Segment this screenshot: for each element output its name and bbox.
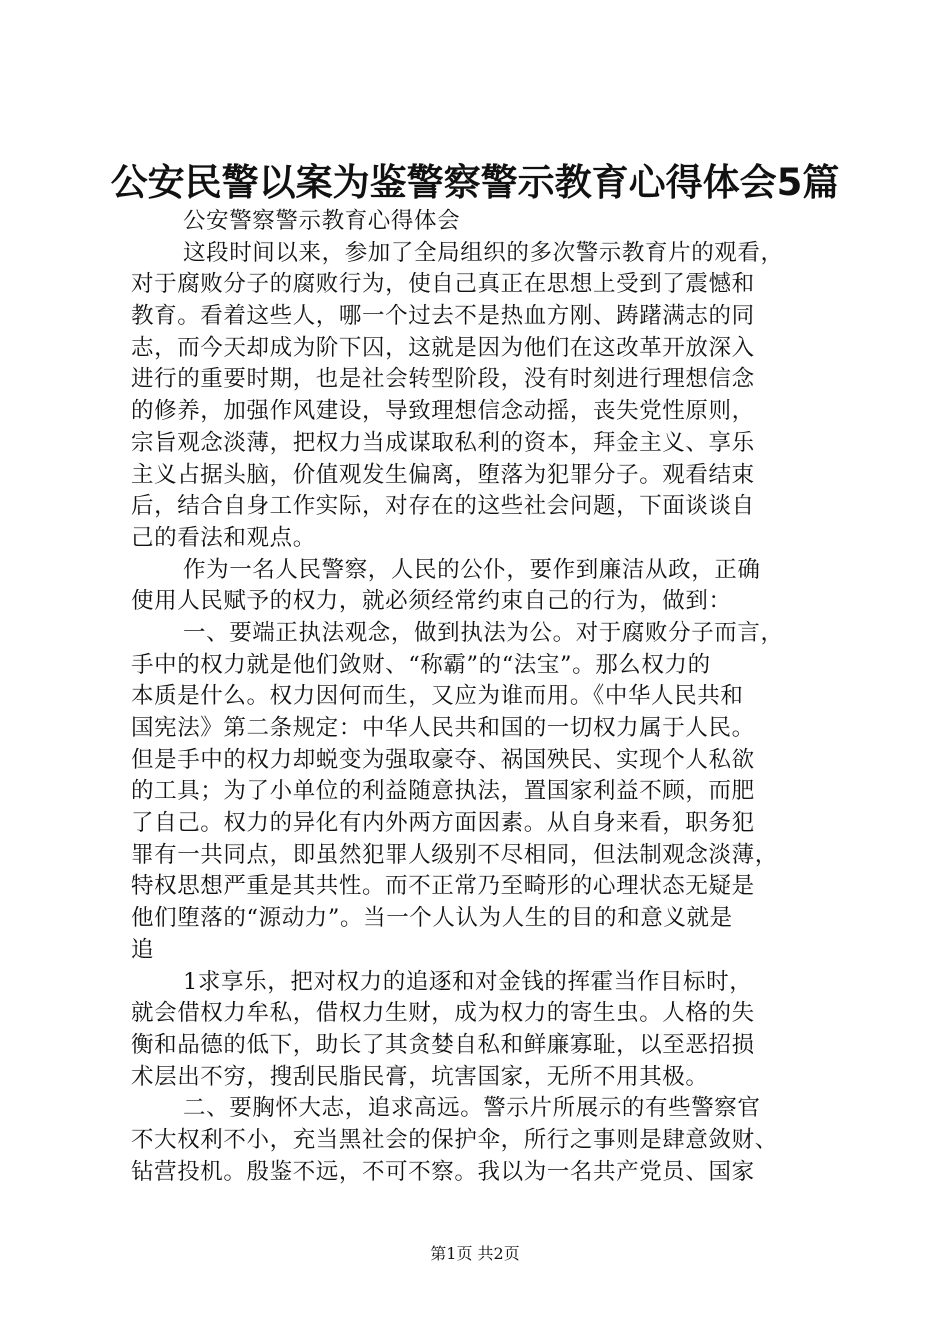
- document-title: 公安民警以案为鉴警察警示教育心得体会5篇: [110, 161, 840, 204]
- text-line: 公安警察警示教育心得体会: [183, 208, 461, 234]
- text-line: 后，结合自身工作实际，对存在的这些社会问题，下面谈谈自: [131, 493, 755, 520]
- text-line: 罪有一共同点，即虽然犯罪人级别不尽相同，但法制观念淡薄，: [131, 841, 778, 868]
- text-line: 己的看法和观点。: [131, 524, 316, 551]
- text-line: 作为一名人民警察，人民的公仆，要作到廉洁从政，正确: [183, 556, 761, 583]
- text-line: 手中的权力就是他们敛财、“称霸”的“法宝”。那么权力的: [131, 651, 711, 678]
- text-line: 主义占据头脑，价值观发生偏离，堕落为犯罪分子。观看结束: [131, 461, 755, 488]
- text-line: 了自己。权力的异化有内外两方面因素。从自身来看，职务犯: [131, 810, 755, 837]
- text-line: 这段时间以来，参加了全局组织的多次警示教育片的观看，: [183, 239, 784, 266]
- text-line: 二、要胸怀大志，追求高远。警示片所展示的有些警察官: [183, 1095, 761, 1122]
- text-line: 使用人民赋予的权力，就必须经常约束自己的行为，做到：: [131, 588, 732, 615]
- document-body: [131, 206, 831, 1188]
- text-line: 不大权利不小，充当黑社会的保护伞，所行之事则是肆意敛财、: [131, 1126, 778, 1153]
- page-footer: 第1页 共2页: [430, 1244, 520, 1263]
- text-line: 他们堕落的“源动力”。当一个人认为人生的目的和意义就是: [131, 905, 733, 932]
- text-line: 进行的重要时期，也是社会转型阶段，没有时刻进行理想信念: [131, 366, 755, 393]
- text-line: 但是手中的权力却蜕变为强取豪夺、祸国殃民、实现个人私欲: [131, 746, 755, 773]
- text-line: 的修养，加强作风建设，导致理想信念动摇，丧失党性原则，: [131, 398, 755, 425]
- text-line: 术层出不穷，搜刮民脂民膏，坑害国家，无所不用其极。: [131, 1063, 709, 1090]
- text-line: 的工具；为了小单位的利益随意执法，置国家利益不顾，而肥: [131, 778, 755, 805]
- text-line: 宗旨观念淡薄，把权力当成谋取私利的资本，拜金主义、享乐: [131, 429, 755, 456]
- text-line: 教育。看着这些人，哪一个过去不是热血方刚、踌躇满志的同: [131, 303, 755, 330]
- text-line: 追: [131, 936, 155, 963]
- text-line: 钻营投机。殷鉴不远，不可不察。我以为一名共产党员、国家: [131, 1158, 755, 1185]
- text-line: 特权思想严重是其共性。而不正常乃至畸形的心理状态无疑是: [131, 873, 755, 900]
- text-line: 国宪法》第二条规定：中华人民共和国的一切权力属于人民。: [131, 715, 755, 741]
- text-line: 本质是什么。权力因何而生，又应为谁而用。《中华人民共和: [131, 683, 744, 710]
- text-line: 对于腐败分子的腐败行为，使自己真正在思想上受到了震憾和: [131, 271, 755, 298]
- text-line: 就会借权力牟私，借权力生财，成为权力的寄生虫。人格的失: [131, 1000, 755, 1027]
- text-line: 一、要端正执法观念，做到执法为公。对于腐败分子而言，: [183, 619, 784, 646]
- text-line: 志，而今天却成为阶下囚，这就是因为他们在这改革开放深入: [131, 334, 755, 361]
- text-line: 1求享乐，把对权力的追逐和对金钱的挥霍当作目标时，: [183, 968, 753, 995]
- text-line: 衡和品德的低下，助长了其贪婪自私和鲜廉寡耻，以至恶招损: [131, 1031, 755, 1058]
